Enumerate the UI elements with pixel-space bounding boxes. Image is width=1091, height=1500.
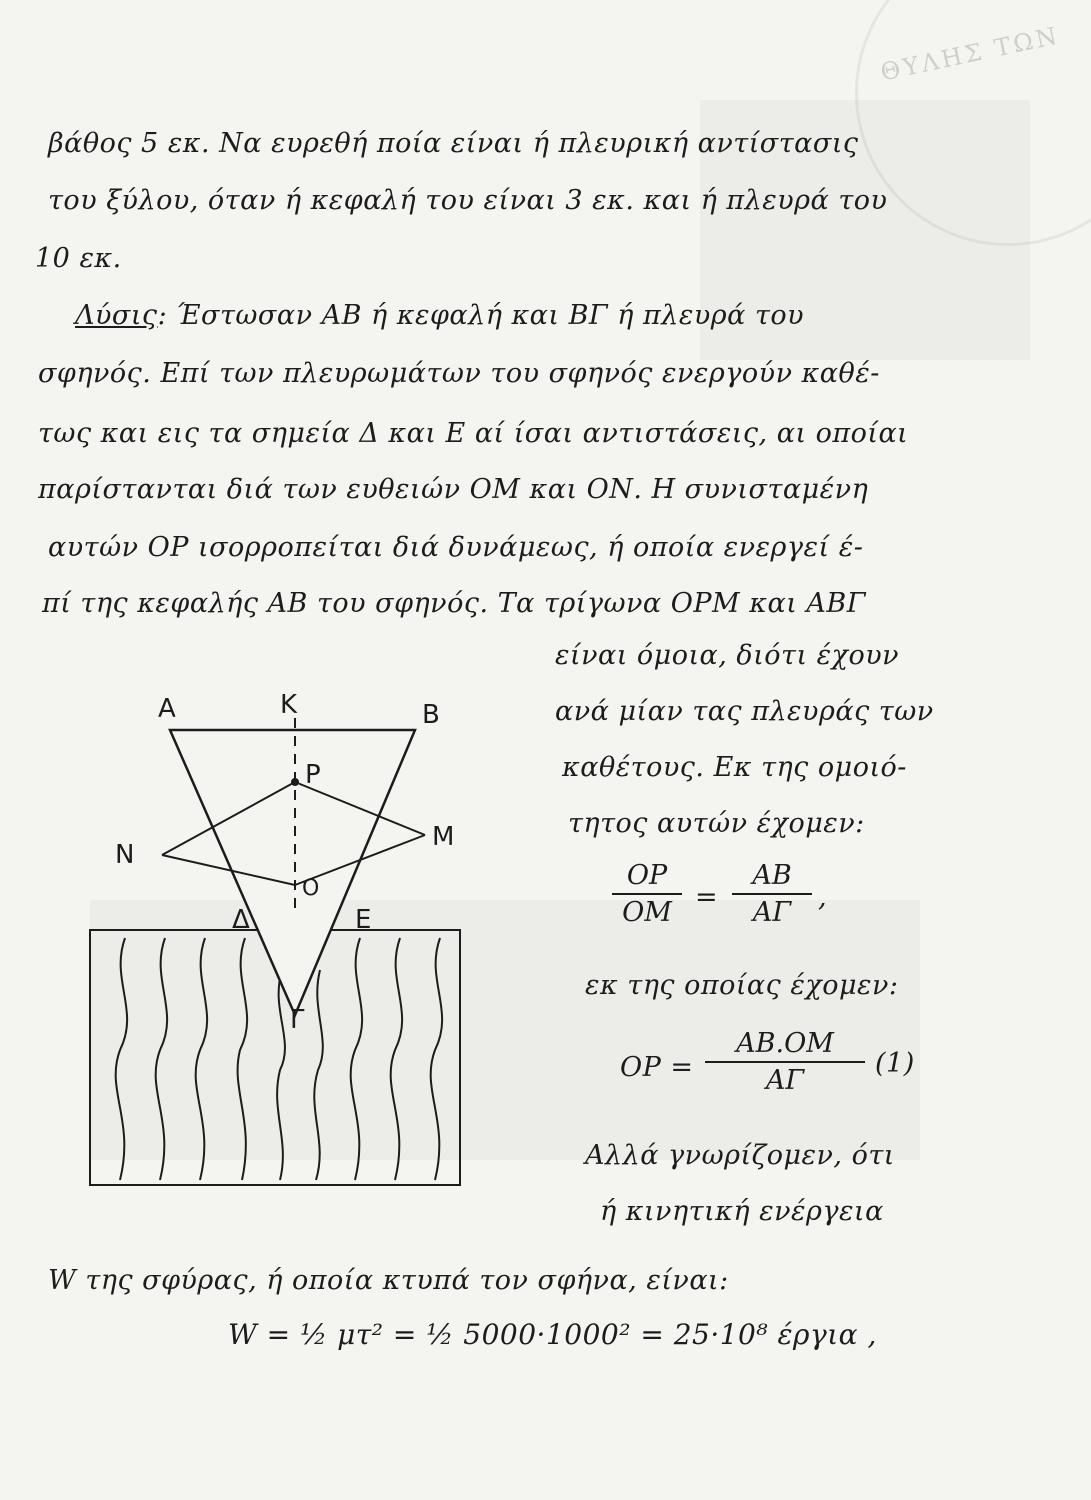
text-line-5: σφηνός. Επί των πλευρωμάτων του σφηνός ενεργούν καθέ- bbox=[38, 358, 880, 389]
label-O: Ο bbox=[302, 876, 320, 901]
solution-heading: Λύσις bbox=[75, 300, 158, 331]
text-line-4 bbox=[75, 300, 804, 331]
eq1-comma: , bbox=[818, 882, 828, 913]
text-right-4: τητος αυτών έχομεν: bbox=[568, 808, 865, 839]
eq1-equals: = bbox=[695, 882, 719, 913]
eq1-denominator-left: ΟΜ bbox=[622, 897, 672, 928]
text-line-6: τως και εις τα σημεία Δ και Ε αί ίσαι αντιστάσεις, αι οποίαι bbox=[38, 418, 909, 449]
label-M: Μ bbox=[432, 822, 455, 852]
wedge-triangle bbox=[170, 730, 415, 1015]
label-G: Γ bbox=[290, 1005, 305, 1035]
eq2-bar bbox=[705, 1061, 865, 1063]
kinetic-energy-equation: W = ½ μτ² = ½ 5000·1000² = 25·10⁸ έργια , bbox=[228, 1318, 877, 1351]
text-line-2: του ξύλου, όταν ή κεφαλή του είναι 3 εκ. και ή πλευρά του bbox=[48, 185, 888, 216]
text-line-10: W της σφύρας, ή οποία κτυπά τον σφήνα, είναι: bbox=[48, 1265, 729, 1296]
text-right-7: ή κινητική ενέργεια bbox=[600, 1196, 884, 1227]
label-B: Β bbox=[422, 700, 440, 730]
text-right-1: είναι όμοια, διότι έχουν bbox=[555, 640, 900, 671]
eq2-fraction bbox=[705, 1028, 865, 1096]
label-N: Ν bbox=[115, 840, 135, 870]
text-line-7: παρίστανται διά των ευθειών ΟΜ και ΟΝ. Η συνισταμένη bbox=[38, 474, 869, 505]
text-right-5: εκ της οποίας έχομεν: bbox=[585, 970, 899, 1001]
text-line-1: βάθος 5 εκ. Να ευρεθή ποία είναι ή πλευρική αντίστασις bbox=[48, 128, 859, 159]
label-K: Κ bbox=[280, 690, 298, 720]
eq2-left: ΟΡ = bbox=[620, 1052, 694, 1083]
eq1-bar-right bbox=[732, 893, 812, 895]
text-right-3: καθέτους. Εκ της ομοιό- bbox=[562, 752, 907, 783]
eq2-denominator: ΑΓ bbox=[765, 1065, 805, 1096]
eq1-bar-left bbox=[612, 893, 682, 895]
text-right-6: Αλλά γνωρίζομεν, ότι bbox=[585, 1140, 895, 1171]
text-right-2: ανά μίαν τας πλευράς των bbox=[555, 696, 934, 727]
eq2-numerator: ΑΒ.ΟΜ bbox=[736, 1028, 834, 1059]
text-line-3: 10 εκ. bbox=[35, 243, 122, 274]
eq1-right-fraction bbox=[732, 860, 812, 928]
stamp-text: ΘΥΛΗΣ ΤΩΝ bbox=[877, 21, 1062, 87]
eq1-numerator-right: ΑΒ bbox=[752, 860, 792, 891]
eq1-denominator-right: ΑΓ bbox=[752, 897, 792, 928]
eq2-tag: (1) bbox=[875, 1048, 915, 1079]
text-line-8: αυτών ΟΡ ισορροπείται διά δυνάμεως, ή οποία ενεργεί έ- bbox=[48, 532, 864, 563]
text-line-4-rest: : Έστωσαν ΑΒ ή κεφαλή και ΒΓ ή πλευρά του bbox=[157, 300, 805, 331]
eq1-numerator-left: ΟΡ bbox=[626, 860, 668, 891]
eq1-left-fraction bbox=[612, 860, 682, 928]
label-P: Ρ bbox=[305, 760, 321, 790]
label-A: Α bbox=[158, 694, 176, 724]
point-P bbox=[291, 778, 299, 786]
text-line-9: πί της κεφαλής ΑΒ του σφηνός. Τα τρίγωνα ΟΡΜ και ΑΒΓ bbox=[42, 588, 866, 619]
label-E: Ε bbox=[355, 905, 372, 935]
label-D: Δ bbox=[232, 905, 250, 935]
wedge-figure bbox=[70, 690, 490, 1190]
